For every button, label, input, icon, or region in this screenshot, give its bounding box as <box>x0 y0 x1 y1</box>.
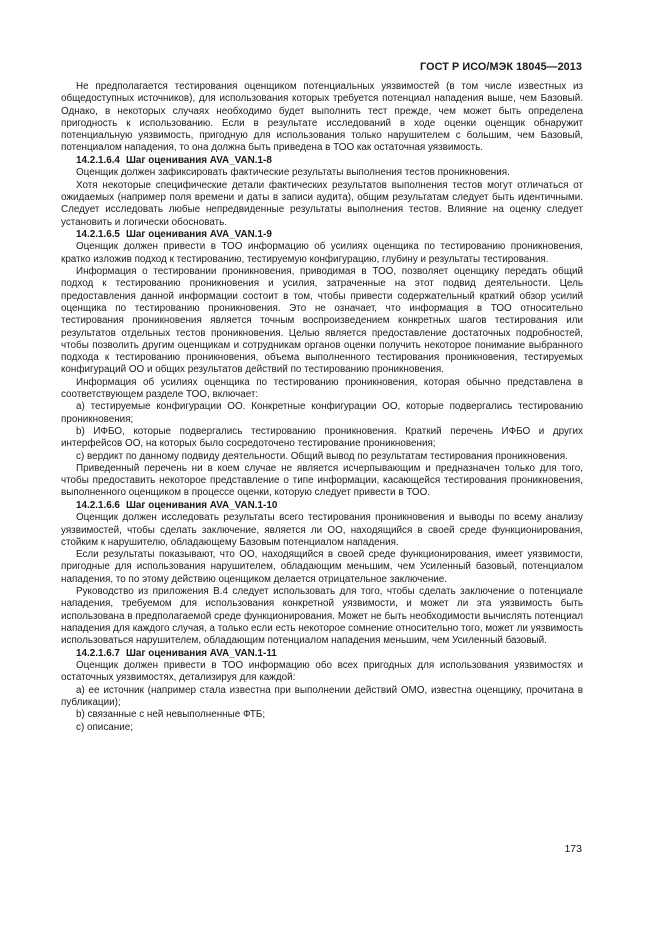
list-item: a) ее источник (например стала известна при выполнении действий ОМО, известна оценщику, прочитана в публикации); <box>61 684 583 709</box>
section-number: 14.2.1.6.6 <box>76 499 120 511</box>
section-number: 14.2.1.6.7 <box>76 647 120 659</box>
section-title: Шаг оценивания AVA_VAN.1-8 <box>125 154 272 166</box>
section-heading <box>61 648 583 661</box>
section-title: Шаг оценивания AVA_VAN.1-9 <box>125 228 272 240</box>
list-item: b) связанные с ней невыполненные ФТБ; <box>76 709 266 721</box>
list-item: b) ИФБО, которые подвергались тестированию проникновения. Краткий перечень ИФБО и других интерфейсов ОО, на которых было сосредоточено тестирование проникновения; <box>61 425 583 450</box>
section-title: Шаг оценивания AVA_VAN.1-10 <box>125 499 278 511</box>
list-item: c) описание; <box>76 721 133 733</box>
list-item: a) тестируемые конфигурации ОО. Конкретные конфигурации ОО, которые подвергались тестированию проникновения; <box>61 401 583 425</box>
page-body <box>61 81 583 734</box>
section-heading <box>61 500 583 513</box>
paragraph: Информация об усилиях оценщика по тестированию проникновения, которая обычно представлена в соответствующем разделе ТОО, включает: <box>61 376 583 401</box>
paragraph: Если результаты показывают, что ОО, находящийся в своей среде функционирования, имеет уязвимости, пригодные для использования нарушителем, обладающим меньшим, чем Усиленный базовый, потенциалом нападения, то по этому действию оценщиком делается отрицательное заключение. <box>61 549 583 585</box>
section-number: 14.2.1.6.4 <box>76 154 120 166</box>
paragraph: Оценщик должен привести в ТОО информацию обо всех пригодных для использования уязвимостях и остаточных уязвимостях, детализируя для каждой: <box>61 660 583 684</box>
paragraph: Оценщик должен зафиксировать фактические результаты выполнения тестов проникновения. <box>76 167 510 179</box>
section-title: Шаг оценивания AVA_VAN.1-11 <box>125 647 277 659</box>
document-header: ГОСТ Р ИСО/МЭК 18045—2013 <box>420 61 582 73</box>
paragraph: Оценщик должен исследовать результаты всего тестирования проникновения и выводы по всему анализу уязвимостей, чтобы сделать заключение, является ли ОО, находящийся в своей среде функционирования, стойким к нарушителю, обладающему Базовым потенциалом нападения. <box>61 512 583 548</box>
paragraph: Оценщик должен привести в ТОО информацию об усилиях оценщика по тестированию проникновения, кратко изложив подход к тестированию, тестируемую конфигурацию, глубину и результаты тестирования. <box>61 241 583 265</box>
paragraph: Не предполагается тестирования оценщиком потенциальных уязвимостей (в том числе известных из общедоступных источников), для использования которых требуется потенциал нападения выше, чем Базовый. Однако, в некоторых случаях необходимо будет выполнить тест прежде, чем может быть определена пригодность к использованию. Если в результате исследований в ходе оценки оценщик обнаружит потенциальную уязвимость, пригодную для использования только нарушителем с большим, чем Базовый, потенциалом нападения, то она должна быть приведена в ТОО как остаточная уязвимость. <box>61 81 583 154</box>
list-item: c) вердикт по данному подвиду деятельности. Общий вывод по результатам тестирования проникновения. <box>76 450 568 462</box>
paragraph: Хотя некоторые специфические детали фактических результатов выполнения тестов могут отличаться от ожидаемых (например поля времени и даты в записи аудита), общим результатам следует быть идентичными. Следует исследовать любые непредвиденные результаты выполнения тестов. Влияние на оценку следует установить и логически обосновать. <box>61 179 583 228</box>
paragraph: Руководство из приложения В.4 следует использовать для того, чтобы сделать заключение о потенциале нападения, требуемом для использования конкретной уязвимости, и может ли эта уязвимость быть использована в предполагаемой среде функционирования. Может не быть необходимости вычислять потенциал нападения для каждого случая, а только если есть некоторое сомнение относительно того, может ли уязвимость использоваться нарушителем, обладающим потенциалом нападения меньшим, чем Усиленный базовый. <box>61 586 583 647</box>
section-number: 14.2.1.6.5 <box>76 228 120 240</box>
paragraph: Информация о тестировании проникновения, приводимая в ТОО, позволяет оценщику передать общий подход к тестированию проникновения и усилия, затраченные на этот подвид деятельности. Цель предоставления данной информации состоит в том, чтобы привести содержательный краткий обзор усилий оценщика по тестированию проникновения. Это не означает, что информация в ТОО относительно тестирования проникновения является точным воспроизведением конкретных шагов тестирования или результатов отдельных тестов проникновения. Целью является предоставление достаточных подробностей, чтобы позволить другим оценщикам и сотрудникам органов оценки получить некоторое понимание выбранного подхода к тестированию проникновения, объема выполненного тестирования проникновения, тестируемых конфигураций ОО и общих результатов действий по тестированию проникновения. <box>61 266 583 376</box>
paragraph: Приведенный перечень ни в коем случае не является исчерпывающим и предназначен только для того, чтобы предоставить некоторое представление о типе информации, касающейся тестирования проникновения, выполненного оценщиком в процессе оценки, которую следует привести в ТОО. <box>61 462 583 499</box>
section-heading <box>61 229 583 242</box>
page-number: 173 <box>564 843 582 855</box>
section-heading <box>61 155 583 168</box>
